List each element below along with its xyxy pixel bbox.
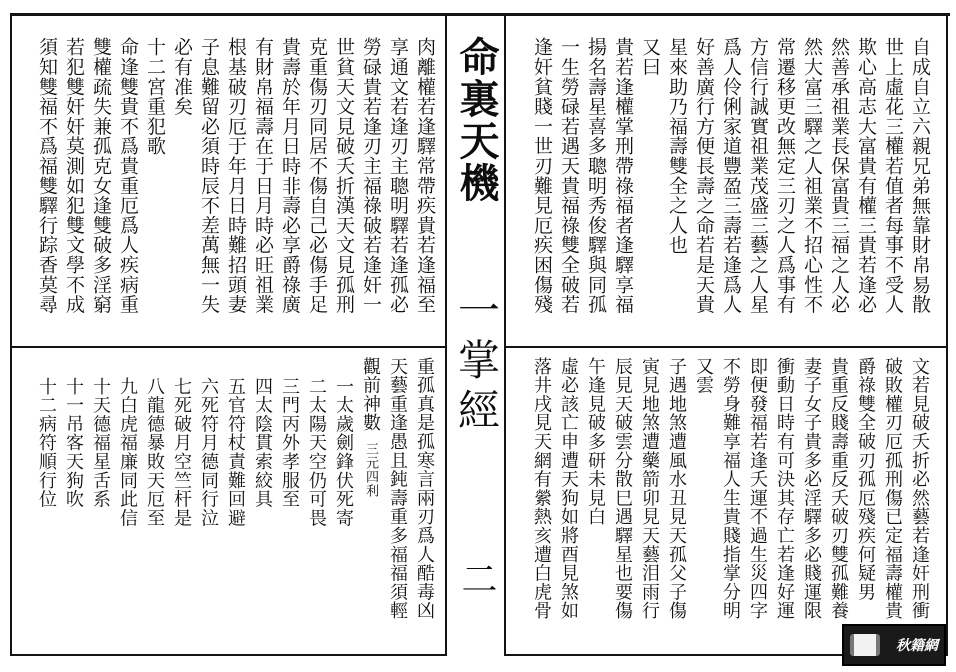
text-column: 辰見天破雲分散巳遇驛星也要傷 [612,357,633,621]
text-column: 天藝重逢愚且鈍壽重多福福須輕 [387,357,408,621]
list-item: 七死破月空竺杆是 [171,377,192,528]
section-heading: 十二宮重犯歌 [144,37,166,156]
text-column: 方信行誠實祖業茂盛三藝之人星 [747,37,769,315]
text-column: 享通文若逢刃主聰明驛若逢孤必 [387,37,409,315]
list-item: 八龍德暴敗天厄至 [144,377,165,528]
text-column: 世上虛花三權若值者每事不受人 [882,37,904,315]
text-column: 必有准矣 [171,37,193,117]
right-page-right-border [946,13,948,656]
text-column: 常遷移更改無定三刃之人爲事有 [774,37,796,315]
text-column: 若犯雙奸奸莫測如犯雙文學不成 [63,37,85,315]
text-column: 然善承祖業長保富貴三福之人必 [828,37,850,315]
text-column: 有財帛福壽在于日月時必旺祖業 [252,37,274,315]
list-item: 二太陽天空仍可畏 [306,377,327,528]
list-item: 十天德福星舌系 [90,377,111,509]
text-column: 雙權疏失兼孤克女逢雙破多淫窮 [90,37,112,315]
section-heading: 又雲 [693,357,714,395]
list-item: 六死符月德同行泣 [198,377,219,528]
list-item: 十二病符順行位 [36,377,57,509]
text-column: 世貧天文見破夭折漢天文見孤刑 [333,37,355,315]
list-item: 九白虎福廉同此信 [117,377,138,528]
heading-text: 觀前神數 [360,357,381,433]
list-item: 一太歲劍鋒伏死寄 [333,377,354,528]
watermark-text: 秋籍網 [896,638,938,654]
text-column: 落井戌見天網有縈熱亥遭白虎骨 [531,357,552,621]
text-column: 子息難留必須時辰不差萬無一失 [198,37,220,315]
text-column: 肉離權若逢驛常帶疾貴若逢福至 [414,37,436,315]
list-item: 三門丙外孝服至 [279,377,300,509]
text-column: 揚名壽星喜多聰明秀俊驛與同孤 [585,37,607,315]
left-page-bottom-border [10,654,447,656]
section-heading: 又曰 [639,37,661,77]
top-border [10,13,950,16]
text-column: 虛必該亡申遭天狗如將酉見煞如 [558,357,579,621]
list-item: 十一吊客天狗吹 [63,377,84,509]
text-column: 然大富三驛之人祖業不招心性不 [801,37,823,315]
right-page-divider [506,346,946,348]
page-number: 二 [456,560,497,596]
text-column: 克重傷刃同居不傷自己必傷手足 [306,37,328,315]
spine-left-border [445,13,447,656]
text-column: 寅見地煞遭藥箭卯見天藝泪雨行 [639,357,660,621]
text-column: 重孤真是孤寒言兩刃爲人酷毒凶 [414,357,435,621]
text-column: 星來助乃福壽雙全之人也 [666,37,688,255]
text-column: 一生勞碌若遇天貴福祿雙全破若 [558,37,580,315]
text-column: 好善廣行方便長壽之命若是天貴 [693,37,715,315]
text-column: 衝動日時有可決其存亡若逢好運 [774,357,795,621]
book-subtitle: 一掌經 [452,288,501,438]
text-column: 貴壽於年月日時非壽必享爵祿廣 [279,37,301,315]
text-column: 命逢雙貴不爲貴重厄爲人疾病重 [117,37,139,315]
text-column: 貴若逢權掌刑帶祿福者逢驛享福 [612,37,634,315]
text-column: 文若見破夭折必然藝若逢奸刑衝 [909,357,930,621]
section-heading [357,357,384,651]
heading-note: 三元四利 [363,442,378,499]
left-page-left-border [10,13,12,656]
right-page-upper-text [528,37,933,342]
text-column: 破敗權刃厄孤刑傷已定福壽權貴 [882,357,903,621]
right-page-lower-text [528,357,933,651]
text-column: 妻子女子貴多必淫驛多必賤運限 [801,357,822,621]
text-column: 即便發福若逢夭運不過生災四字 [747,357,768,621]
text-column: 須知雙福不爲福雙驛行踪香莫尋 [36,37,58,315]
text-column: 自成自立六親兄弟無靠財帛易散 [909,37,931,315]
text-column: 爲人伶俐家道豐盈三壽若逢爲人 [720,37,742,315]
text-column: 午逢見破多研未見白 [585,357,606,527]
text-column: 根基破刃厄于年月日時難招頭妻 [225,37,247,315]
list-item: 四太陰貫索絞具 [252,377,273,509]
text-column: 子遇地煞遭風水丑見天孤父子傷 [666,357,687,621]
text-column: 欺心高志大富貴有權三貴若逢必 [855,37,877,315]
text-column: 爵祿雙全破刃孤厄殘疾何疑男 [855,357,876,602]
watermark-stamp [842,624,946,666]
text-column: 不勞身難享福人生貴賤指掌分明 [720,357,741,621]
left-page-lower-text [33,357,438,651]
text-column: 逢奸貧賤一世刃難見厄疾困傷殘 [531,37,553,315]
left-page-divider [12,346,445,348]
book-title: 命裏天機 [453,36,500,204]
left-page-upper-text [33,37,438,342]
scroll-icon [850,634,880,656]
spine-right-border [504,13,506,656]
text-column: 勞碌貴若逢刃主福祿破若逢奸一 [360,37,382,315]
list-item: 五官符杖責難回避 [225,377,246,528]
text-column: 貴重反賤壽重反夭破刃雙孤難養 [828,357,849,621]
